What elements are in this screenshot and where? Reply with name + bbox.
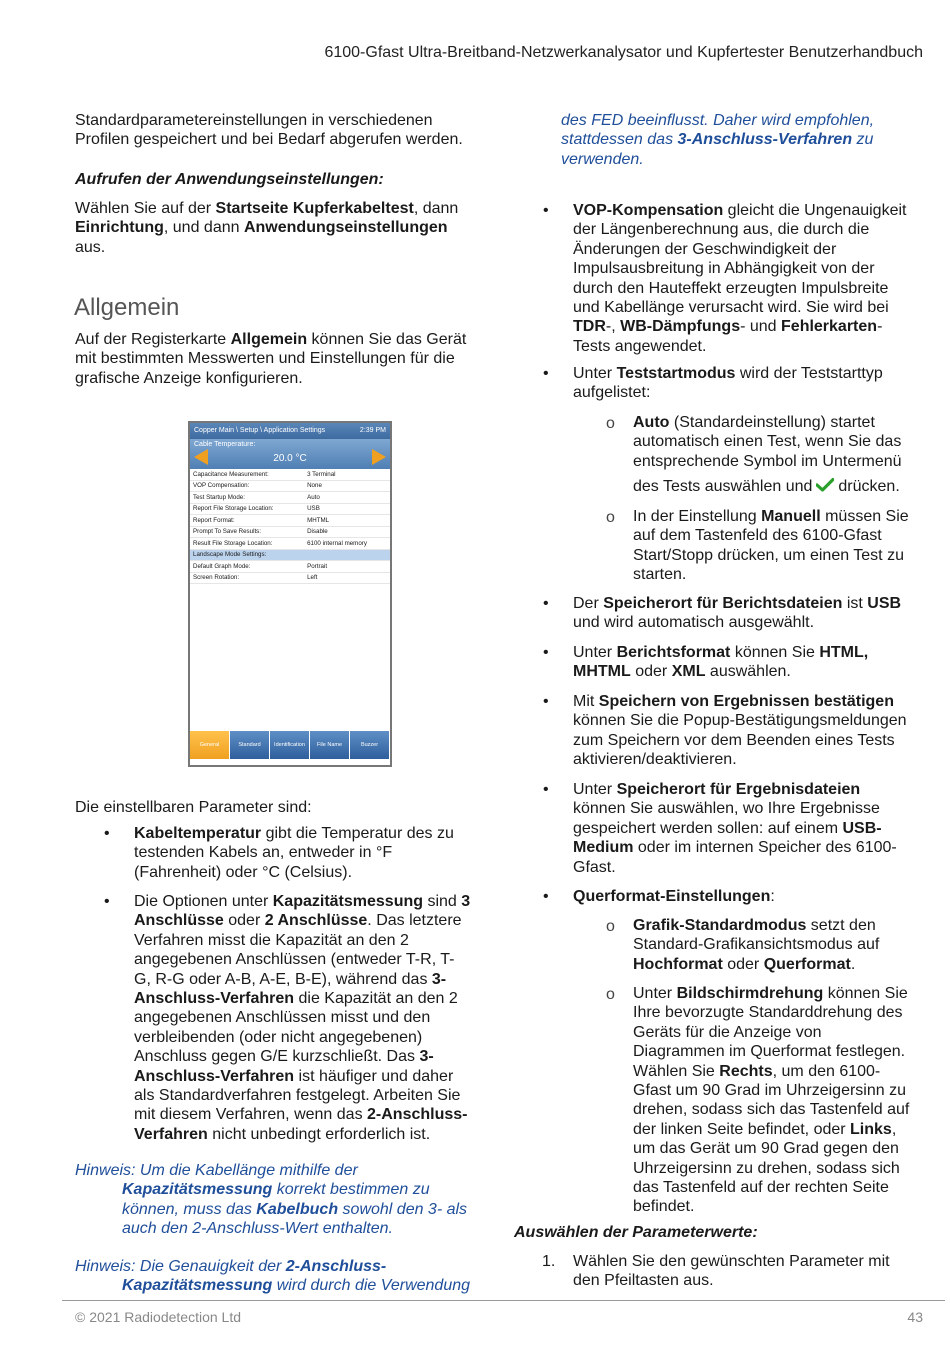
device-time: 2:39 PM: [359, 427, 386, 434]
footer-page-number: 43: [907, 1309, 923, 1325]
bullet-speicherort-ergebnis: • Unter Speicherort für Ergebnisdateien können Sie auswählen, wo Ihre Ergebnisse gespeichert werden sollen: auf einem USB- Medium oder im internen Speicher des 6100- Gfast.: [543, 781, 897, 876]
device-tab-bar: [190, 731, 390, 759]
tab-standard[interactable]: Standard: [230, 731, 269, 759]
step-1: 1. Wählen Sie den gewünschten Parameter mit den Pfeiltasten aus.: [542, 1253, 890, 1290]
subbullet-auto: o Auto (Standardeinstellung) startet automatisch einen Test, wenn Sie das entsprechende Symbol im Untermenü des Tests auswählen und drücken.: [606, 414, 902, 496]
step-number: 1.: [542, 1253, 556, 1270]
device-screenshot: [188, 421, 392, 767]
sub-bullet-icon: o: [606, 918, 615, 935]
bullet-icon: •: [543, 644, 549, 661]
bullet-icon: •: [104, 893, 110, 910]
settings-row[interactable]: Test Startup Mode: Auto: [190, 492, 390, 504]
settings-row[interactable]: Screen Rotation: Left: [190, 572, 390, 584]
bullet-kapazitaet: • Die Optionen unter Kapazitätsmessung sind 3 Anschlüsse oder 2 Anschlüsse. Das letztere Verfahren misst die Kapazität an den 2 angegebenen Anschlüssen (entweder T-R, T- G, R-G oder A-B, A-E, B-E), während das 3- Anschluss-Verfahren die Kapazität an den 2 angegebenen Anschlüssen misst und den verbleibenden (oder nicht angegebenen) Anschluss gegen G/E kurzschließt. Das 3- Anschluss-Verfahren ist häufiger und daher als Standardverfahren festgelegt. Arbeiten Sie mit diesem Verfahren, wenn das 2-Anschluss- Verfahren nicht unbedingt erforderlich ist.: [104, 893, 471, 1143]
tab-general[interactable]: General: [190, 731, 229, 759]
checkmark-icon: [816, 478, 834, 492]
settings-row[interactable]: Default Graph Mode: Portrait: [190, 561, 390, 573]
footer-copyright: © 2021 Radiodetection Ltd: [75, 1309, 241, 1325]
settings-row[interactable]: Report File Storage Location: USB: [190, 503, 390, 515]
bullet-icon: •: [543, 888, 549, 905]
sub-bullet-icon: o: [606, 415, 615, 432]
bullet-icon: •: [543, 365, 549, 382]
settings-row[interactable]: Report Format: MHTML: [190, 515, 390, 527]
right-arrow-icon[interactable]: [372, 449, 386, 465]
settings-row[interactable]: Result File Storage Location: 6100 internal memory: [190, 538, 390, 550]
bullet-querformat: • Querformat-Einstellungen:: [543, 888, 775, 905]
bullet-icon: •: [543, 781, 549, 798]
intro-line-1: Standardparametereinstellungen in verschiedenen: [75, 112, 433, 129]
bullet-speicherort-bericht: • Der Speicherort für Berichtsdateien ist USB und wird automatisch ausgewählt.: [543, 595, 902, 632]
bullet-icon: •: [543, 693, 549, 710]
note-kabellaenge: Hinweis: Um die Kabellänge mithilfe der Kapazitätsmessung korrekt bestimmen zu können, muss das Kabelbuch sowohl den 3- als auch den 2-Anschluss-Wert enthalten.: [75, 1162, 468, 1238]
sub-bullet-icon: o: [606, 986, 615, 1003]
bullet-kabeltemperatur: • Kabeltemperatur gibt die Temperatur des zu testenden Kabels an, entweder in °F (Fahrenheit) oder °C (Celsius).: [104, 825, 454, 881]
intro-line-2: Profilen gespeichert und bei Bedarf abgerufen werden.: [75, 131, 463, 149]
bullet-bestaetigen: • Mit Speichern von Ergebnissen bestätigen können Sie die Popup-Bestätigungsmeldungen zum Speichern vor dem Beenden eines Tests aktivieren/deaktivieren.: [543, 693, 907, 769]
settings-row[interactable]: VOP Compensation: None: [190, 480, 390, 492]
bullet-icon: •: [543, 595, 549, 612]
subbullet-grafik: o Grafik-Standardmodus setzt den Standard-Grafikansichtsmodus auf Hochformat oder Querformat.: [606, 917, 880, 973]
note-continuation: des FED beeinflusst. Daher wird empfohlen, stattdessen das 3-Anschluss-Verfahren zu verwenden.: [561, 112, 875, 168]
bullet-icon: •: [543, 202, 549, 219]
left-column: [75, 111, 495, 150]
subbullet-manuell: o In der Einstellung Manuell müssen Sie auf dem Tastenfeld des 6100-Gfast Start/Stopp drücken, um einen Test zu starten.: [606, 508, 909, 584]
settings-table: [190, 469, 390, 584]
settings-row[interactable]: Prompt To Save Results: Disable: [190, 526, 390, 538]
tab-identification[interactable]: Identification: [270, 731, 309, 759]
section-title-allgemein: Allgemein: [74, 294, 180, 321]
cable-temperature-value: 20.0 °C: [273, 453, 307, 464]
settings-row-selected[interactable]: Landscape Mode Settings:: [190, 549, 390, 561]
tab-file-name[interactable]: File Name: [310, 731, 349, 759]
note-genauigkeit: Hinweis: Die Genauigkeit der 2-Anschluss- Kapazitätsmessung wird durch die Verwendung: [75, 1258, 471, 1295]
subbullet-drehung: o Unter Bildschirmdrehung können Sie Ihre bevorzugte Standarddrehung des Geräts für die Anzeige von Diagrammen im Querformat festlegen. Wählen Sie Rechts, um den 6100- Gfast um 90 Grad im Uhrzeigersinn zu drehen, sodass sich das Tastenfeld auf der linken Seite befindet, oder Links, um das Gerät um 90 Grad gegen den Uhrzeigersinn zu drehen, sodass sich das Tastenfeld auf der rechten Seite befindet.: [606, 985, 910, 1216]
paragraph-allgemein: Auf der Registerkarte Allgemein können Sie das Gerät mit bestimmten Messwerten und Einstellungen für die grafische Anzeige konfigurieren.: [75, 331, 467, 387]
sub-bullet-icon: o: [606, 509, 615, 526]
device-titlebar: Copper Main \ Setup \ Application Settings 2:39 PM: [190, 423, 390, 439]
bullet-vop: • VOP-Kompensation gleicht die Ungenauigkeit der Längenberechnung aus, die durch die Änderungen der Geschwindigkeit der Impulsausbreitung in Abhängigkeit von der durch den Hauteffekt erzeugten Impulsbreite und Kabellänge verursacht wird. Sie wird bei TDR-, WB-Dämpfungs- und Fehlerkarten- Tests angewendet.: [543, 202, 907, 355]
settings-row[interactable]: Capacitance Measurement: 3 Terminal: [190, 469, 390, 480]
cable-temperature-bar: Cable Temperature: 20.0 °C: [190, 439, 390, 469]
bullet-teststartmodus: • Unter Teststartmodus wird der Teststarttyp aufgelistet:: [543, 365, 883, 402]
footer-divider: [62, 1300, 945, 1301]
heading-aufrufen: Aufrufen der Anwendungseinstellungen:: [75, 171, 384, 188]
bullet-berichtsformat: • Unter Berichtsformat können Sie HTML, MHTML oder XML auswählen.: [543, 644, 869, 681]
heading-auswaehlen: Auswählen der Parameterwerte:: [514, 1224, 758, 1241]
params-intro: Die einstellbaren Parameter sind:: [75, 799, 312, 816]
tab-buzzer[interactable]: Buzzer: [350, 731, 389, 759]
page-header: 6100-Gfast Ultra-Breitband-Netzwerkanalysator und Kupfertester Benutzerhandbuch: [324, 44, 923, 61]
bullet-icon: •: [104, 825, 110, 842]
paragraph-waehlen: Wählen Sie auf der Startseite Kupferkabeltest, dann Einrichtung, und dann Anwendungseinstellungen aus.: [75, 200, 459, 256]
